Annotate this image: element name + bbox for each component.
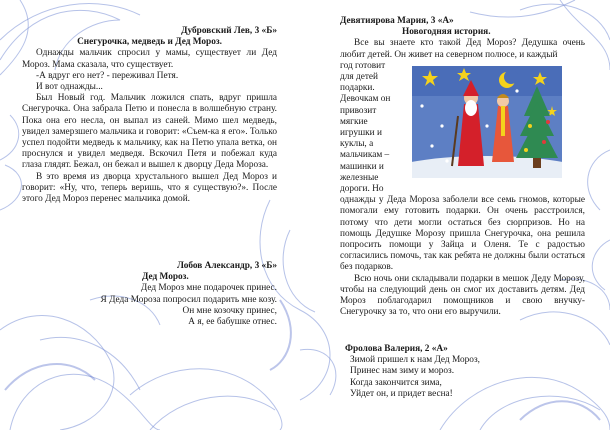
story4-line: Принес нам зиму и мороз. bbox=[350, 366, 455, 377]
story2-line: Он мне козочку принес, bbox=[182, 305, 277, 316]
story2-line: Я Деда Мороза попросил подарить мне козу. bbox=[100, 294, 277, 305]
left-page bbox=[0, 0, 300, 430]
story2-title: Дед Мороз. bbox=[142, 272, 189, 283]
story2 bbox=[22, 261, 277, 328]
story1-paragraph: В это время из дворца хрустального вышел Дед Мороз и говорит: «Ну, что, теперь веришь, что я существую?». После этого Дед Мороз перенес мальчика домой. bbox=[22, 171, 277, 205]
story3-paragraph-2: Всю ночь они складывали подарки в мешок Деду Морозу, чтобы на следующий день он смог их доставить детям. Дед Мороз поблагодарил помощников и свою внучку- Снегурочку за то, что они его выручили. bbox=[340, 273, 585, 318]
story3-paragraph-rest: однажды у Деда Мороза заболели все семь гномов, которые помогали ему готовить подарки. Он очень расстроился, потому что дети могли остаться без сюрпризов. Но на помощь Дедушке Морозу пришла Снегурочка, она решила попросить помощи у Зайца и Оленя. Те с радостью согласились помочь, так как ребята не должны были остаться без подарков. bbox=[340, 195, 585, 273]
story2-author: Лобов Александр, 3 «Б» bbox=[177, 261, 277, 271]
story4-line: Когда закончится зима, bbox=[350, 377, 442, 388]
story3-wrap-line: мягкие bbox=[340, 116, 368, 127]
story1 bbox=[22, 26, 277, 205]
story3-wrap-line: подарки. bbox=[340, 83, 375, 94]
story4-line: Уйдет он, и придет весна! bbox=[350, 388, 453, 399]
story3-paragraph-top: Все вы знаете кто такой Дед Мороз? Дедушка очень любит детей. Он живет на северном полюсе, и каждый bbox=[340, 38, 585, 60]
story3-wrap-line: игрушки и bbox=[340, 128, 382, 139]
story3-wrap-line: год готовит bbox=[340, 60, 386, 71]
story3-wrap-line: железные bbox=[340, 172, 379, 183]
story1-paragraph: Однажды мальчик спросил у мамы, существует ли Дед Мороз. Мама сказала, что существует. bbox=[22, 48, 277, 70]
story3-wrap-line: дороги. Но bbox=[340, 184, 384, 195]
story3-title: Новогодняя история. bbox=[402, 27, 491, 38]
story1-title: Снегурочка, медведь и Дед Мороз. bbox=[77, 37, 222, 48]
children-drawing-illustration bbox=[412, 66, 562, 178]
story2-line: А я, ее бабушке отнес. bbox=[188, 317, 277, 328]
story3-wrap-line: машинки и bbox=[340, 161, 384, 172]
story3-wrap-line: мальчикам – bbox=[340, 150, 390, 161]
story4-line: Зимой пришел к нам Дед Мороз, bbox=[350, 355, 480, 366]
story1-paragraph: И вот однажды... bbox=[36, 82, 103, 93]
story4 bbox=[345, 344, 595, 400]
story2-line: Дед Мороз мне подарочек принес. bbox=[140, 283, 277, 294]
story1-author: Дубровский Лев, 3 «Б» bbox=[181, 26, 277, 36]
story3-wrap-line: Девочкам он bbox=[340, 94, 391, 105]
story3-wrap-line: привозит bbox=[340, 105, 377, 116]
story1-paragraph: Был Новый год. Мальчик ложился спать, вдруг пришла Снегурочка. Она забрала Петю и понесла в волшебную страну. Пока она его несла, он выпал из саней. Мимо шел медведь, увидел замерзшего мальчика и говорит: «Съем-ка я его». Только успел подойти медведь к мальчику, как на Петю упала ветка, он проснулся и увидел медведя. Вскочил Петя и побежал куда глаза глядят. Бежал, он бежал и вышел к дворцу Деда Мороза. bbox=[22, 93, 277, 171]
story4-author: Фролова Валерия, 2 «А» bbox=[345, 344, 448, 354]
story3-wrap-line: для детей bbox=[340, 72, 378, 83]
story3-author: Девятиярова Мария, 3 «А» bbox=[340, 16, 454, 26]
story1-paragraph: -А вдруг его нет? - переживал Петя. bbox=[36, 70, 179, 81]
story3-wrap-line: куклы, а bbox=[340, 139, 374, 150]
